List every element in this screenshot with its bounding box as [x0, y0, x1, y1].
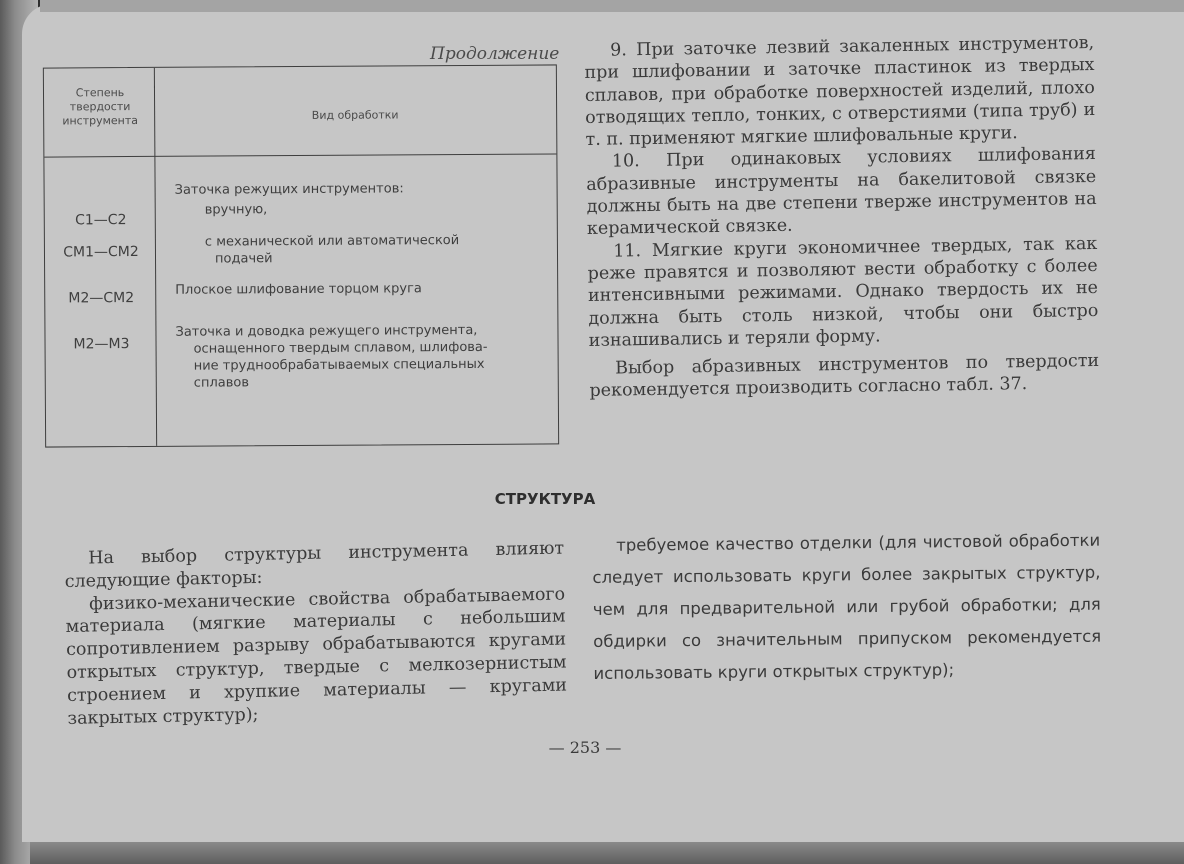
header-degree: Степень твердости инструмента: [62, 86, 139, 128]
structure-intro: На выбор структуры инструмента влияют следующие факторы:: [64, 538, 565, 592]
hardness-table: [43, 64, 559, 447]
page-number: — 253 —: [548, 738, 622, 757]
structure-factor-finish: требуемое качество отделки (для чистовой обработки следует использовать круги более закрытых структур, чем для предварительной или грубой обработки; для обдирки со значительным припуском рекомендуется использовать круги открытых структур);: [592, 530, 1102, 683]
bottom-right-column: [592, 525, 1102, 690]
table-row-4-text: Заточка и доводка режущего инструмента, оснащенного твердым сплавом, шлифова- ние труднообрабатываемых специальных сплавов: [175, 322, 488, 391]
continuation-label: Продолжение: [430, 44, 560, 64]
table-row-0-text: Заточка режущих инструментов:: [174, 181, 404, 198]
right-column-text: [584, 32, 1100, 403]
table-header-divider: [44, 153, 556, 157]
top-page-strip: [40, 0, 1184, 12]
paragraph-table-reference: Выбор абразивных инструментов по твердости рекомендуется производить согласно табл. 37.: [589, 351, 1100, 402]
paragraph-11: 11. Мягкие круги экономичнее твердых, так как реже правятся и позволяют вести обработку с более интенсивными режимами. Однако твердость их не должна быть столь низкой, чтобы они быстро изнашивались и теряли форму.: [587, 233, 1099, 351]
structure-factor-material: физико-механические свойства обрабатываемого материала (мягкие материалы с небольшим сопротивлением разрыву обрабатываются кругами открытых структур, твердые с мелкозернистым строением и хрупкие материалы — кругами закрытых структур);: [65, 584, 568, 729]
paragraph-10: 10. При одинаковых условиях шлифования абразивные инструменты на бакелитовой связке должны быть на две степени тверже инструментов на керамической связке.: [586, 144, 1097, 240]
table-column-divider: [154, 86, 157, 446]
section-title: СТРУКТУРА: [494, 490, 596, 508]
bottom-left-column: [64, 538, 568, 731]
table-row-2-text: с механической или автоматической подачей: [204, 233, 460, 267]
table-row-3-text: Плоское шлифование торцом круга: [175, 281, 422, 298]
table-row-4-grade: М2—М3: [73, 336, 130, 353]
paragraph-9: 9. При заточке лезвий закаленных инструментов, при шлифовании и заточке пластинок из твердых сплавов, при обработке поверхностей изделий, плохо отводящих тепло, тонких, с отверстиями (типа труб) и т. п. применяют мягкие шлифовальные круги.: [584, 32, 1096, 151]
header-processing-type: Вид обработки: [311, 108, 399, 122]
table-row-2-grade: СМ1—СМ2: [63, 243, 139, 261]
table-row-3-grade: М2—СМ2: [68, 290, 135, 307]
table-row-1-grade: С1—С2: [75, 212, 127, 229]
table-row-1-text: вручную,: [204, 202, 268, 218]
bottom-page-strip: [30, 842, 1184, 864]
